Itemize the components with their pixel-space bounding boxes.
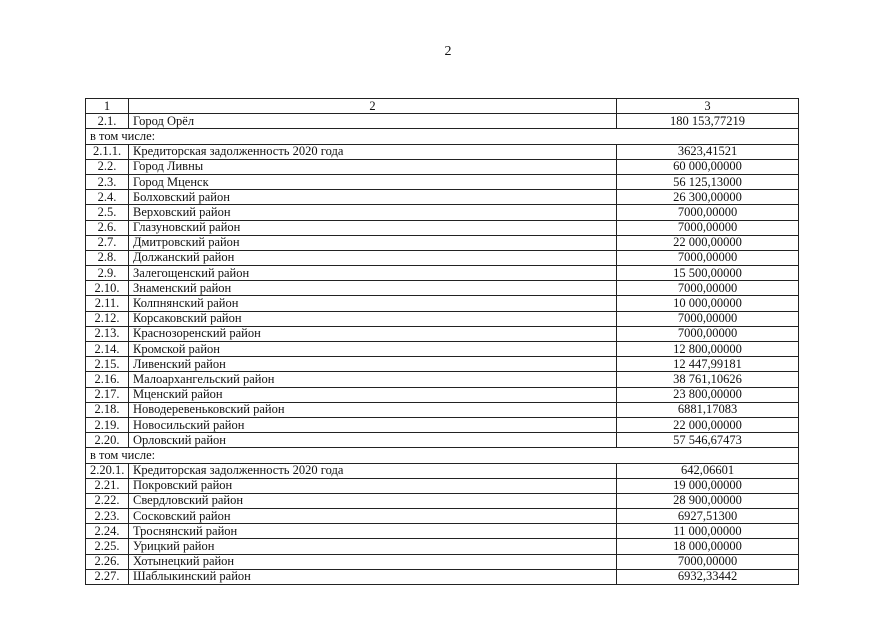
row-name: Кредиторская задолженность 2020 года (129, 463, 617, 478)
subheading-text: в том числе: (86, 129, 799, 144)
row-name: Корсаковский район (129, 311, 617, 326)
row-value: 6932,33442 (617, 569, 799, 584)
row-number: 2.5. (86, 205, 129, 220)
row-value: 22 000,00000 (617, 235, 799, 250)
subheading-row (86, 448, 799, 463)
row-number: 2.23. (86, 509, 129, 524)
row-value: 7000,00000 (617, 250, 799, 265)
row-value: 28 900,00000 (617, 493, 799, 508)
row-value: 23 800,00000 (617, 387, 799, 402)
table-row (86, 357, 799, 372)
row-name: Краснозоренский район (129, 326, 617, 341)
row-name: Должанский район (129, 250, 617, 265)
table-row (86, 250, 799, 265)
row-value: 7000,00000 (617, 220, 799, 235)
row-name: Троснянский район (129, 524, 617, 539)
row-name: Новодеревеньковский район (129, 402, 617, 417)
row-value: 7000,00000 (617, 205, 799, 220)
row-value: 7000,00000 (617, 311, 799, 326)
page-number: 2 (444, 44, 452, 59)
table-row (86, 281, 799, 296)
row-name: Болховский район (129, 190, 617, 205)
row-name: Свердловский район (129, 493, 617, 508)
header-row (86, 99, 799, 114)
row-number: 2.13. (86, 326, 129, 341)
row-value: 15 500,00000 (617, 266, 799, 281)
row-number: 2.17. (86, 387, 129, 402)
row-number: 2.6. (86, 220, 129, 235)
row-name: Кромской район (129, 342, 617, 357)
row-name: Верховский район (129, 205, 617, 220)
row-number: 2.18. (86, 402, 129, 417)
row-value: 60 000,00000 (617, 159, 799, 174)
row-value: 18 000,00000 (617, 539, 799, 554)
subheading-row (86, 129, 799, 144)
row-name: Город Мценск (129, 174, 617, 189)
row-name: Город Ливны (129, 159, 617, 174)
row-name: Мценский район (129, 387, 617, 402)
row-number: 2.22. (86, 493, 129, 508)
row-name: Знаменский район (129, 281, 617, 296)
header-col-2: 2 (129, 99, 617, 114)
table-row (86, 387, 799, 402)
table-row (86, 114, 799, 129)
table-row (86, 342, 799, 357)
row-name: Малоархангельский район (129, 372, 617, 387)
row-name: Кредиторская задолженность 2020 года (129, 144, 617, 159)
row-name: Хотынецкий район (129, 554, 617, 569)
row-name: Новосильский район (129, 417, 617, 432)
row-value: 12 447,99181 (617, 357, 799, 372)
row-number: 2.26. (86, 554, 129, 569)
table-row (86, 266, 799, 281)
table-row (86, 554, 799, 569)
row-value: 10 000,00000 (617, 296, 799, 311)
row-number: 2.9. (86, 266, 129, 281)
row-number: 2.25. (86, 539, 129, 554)
allocation-table (85, 98, 799, 585)
table-row (86, 220, 799, 235)
table-row (86, 174, 799, 189)
table-row (86, 539, 799, 554)
row-value: 19 000,00000 (617, 478, 799, 493)
table-row (86, 235, 799, 250)
row-number: 2.10. (86, 281, 129, 296)
row-value: 642,06601 (617, 463, 799, 478)
row-number: 2.4. (86, 190, 129, 205)
row-name: Сосковский район (129, 509, 617, 524)
table-row (86, 205, 799, 220)
row-value: 12 800,00000 (617, 342, 799, 357)
row-number: 2.19. (86, 417, 129, 432)
row-value: 57 546,67473 (617, 433, 799, 448)
table-row (86, 372, 799, 387)
row-value: 7000,00000 (617, 281, 799, 296)
row-value: 6881,17083 (617, 402, 799, 417)
row-number: 2.16. (86, 372, 129, 387)
row-name: Дмитровский район (129, 235, 617, 250)
header-col-1: 1 (86, 99, 129, 114)
table-row (86, 463, 799, 478)
row-number: 2.27. (86, 569, 129, 584)
table-row (86, 326, 799, 341)
row-number: 2.7. (86, 235, 129, 250)
row-number: 2.20.1. (86, 463, 129, 478)
table-row (86, 433, 799, 448)
table-row (86, 311, 799, 326)
row-name: Шаблыкинский район (129, 569, 617, 584)
table-row (86, 417, 799, 432)
row-number: 2.20. (86, 433, 129, 448)
subheading-text: в том числе: (86, 448, 799, 463)
row-name: Ливенский район (129, 357, 617, 372)
row-number: 2.14. (86, 342, 129, 357)
table-row (86, 144, 799, 159)
row-number: 2.1.1. (86, 144, 129, 159)
table-row (86, 524, 799, 539)
row-number: 2.3. (86, 174, 129, 189)
row-name: Залегощенский район (129, 266, 617, 281)
table-row (86, 493, 799, 508)
row-name: Колпнянский район (129, 296, 617, 311)
row-value: 38 761,10626 (617, 372, 799, 387)
row-value: 11 000,00000 (617, 524, 799, 539)
row-value: 22 000,00000 (617, 417, 799, 432)
row-value: 7000,00000 (617, 326, 799, 341)
table-row (86, 569, 799, 584)
row-name: Орловский район (129, 433, 617, 448)
row-number: 2.1. (86, 114, 129, 129)
header-col-3: 3 (617, 99, 799, 114)
row-number: 2.24. (86, 524, 129, 539)
table-body (86, 99, 799, 585)
row-value: 56 125,13000 (617, 174, 799, 189)
table-row (86, 509, 799, 524)
row-name: Глазуновский район (129, 220, 617, 235)
row-value: 26 300,00000 (617, 190, 799, 205)
row-number: 2.11. (86, 296, 129, 311)
row-number: 2.2. (86, 159, 129, 174)
table-row (86, 190, 799, 205)
row-number: 2.12. (86, 311, 129, 326)
table-row (86, 159, 799, 174)
row-number: 2.8. (86, 250, 129, 265)
row-value: 7000,00000 (617, 554, 799, 569)
row-value: 180 153,77219 (617, 114, 799, 129)
row-value: 3623,41521 (617, 144, 799, 159)
row-value: 6927,51300 (617, 509, 799, 524)
row-name: Покровский район (129, 478, 617, 493)
row-name: Урицкий район (129, 539, 617, 554)
row-number: 2.15. (86, 357, 129, 372)
row-number: 2.21. (86, 478, 129, 493)
table-row (86, 296, 799, 311)
table-row (86, 402, 799, 417)
row-name: Город Орёл (129, 114, 617, 129)
table-row (86, 478, 799, 493)
